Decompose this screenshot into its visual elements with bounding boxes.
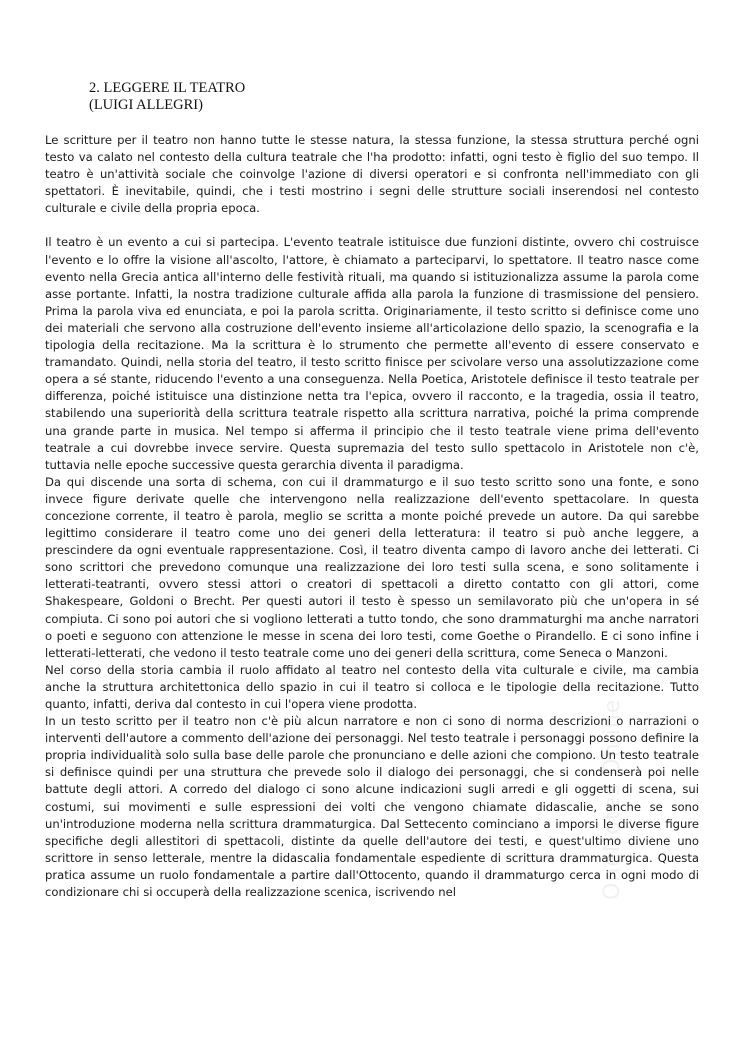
- paragraph: Il teatro è un evento a cui si partecipa. L'evento teatrale istituisce due funzioni distinte, ovvero chi costruisce l'evento e lo offre la visione all'ascolto, l'attore, è chiamato a parteciparvi, lo spettatore. Il teatro nasce come evento nella Grecia antica all'interno delle festività rituali, ma quando si istituzionalizza assume la parola come asse portante. Infatti, la nostra tradizione culturale affida alla parola la funzione di trasmissione del pensiero. Prima la parola viva ed enunciata, e poi la parola scritta. Originariamente, il testo scritto si definisce come uno dei materiali che servono alla costruzione dell'evento insieme all'articolazione dello spazio, la scenografia e la tipologia della recitazione. Ma la scrittura è lo strumento che permette all'evento di essere conservato e tramandato. Quindi, nella storia del teatro, il testo scritto finisce per scivolare verso una assolutizzazione come opera a sé stante, riducendo l'evento a una conseguenza. Nella Poetica, Aristotele definisce il testo teatrale per differenza, poiché istituisce una distinzione netta tra l'epica, ovvero il racconto, e la tragedia, ossia il teatro, stabilendo una superiorità della scrittura teatrale rispetto alla scrittura narrativa, poiché la prima comprende una grande parte in musica. Nel tempo si afferma il principio che il testo teatrale viene prima dell'evento teatrale a cui dovrebbe invece servire. Questa supremazia del testo sullo spettacolo in Aristotele non c'è, tuttavia nelle epoche successive questa gerarchia diventa il paradigma.: [45, 235, 699, 472]
- section-title: 2. LEGGERE IL TEATRO: [89, 80, 246, 96]
- section-author: (LUIGI ALLEGRI): [89, 97, 203, 113]
- watermark: OneNotes Online: [600, 698, 625, 900]
- paragraph: Nel corso della storia cambia il ruolo affidato al teatro nel contesto della vita culturale e civile, ma cambia anche la struttura architettonica dello spazio in cui il teatro si colloca e le tipologie della recitazione. Tutto quanto, infatti, deriva dal contesto in cui l'opera viene prodotta.: [45, 662, 699, 711]
- section-heading: [89, 80, 245, 114]
- paragraph: In un testo scritto per il teatro non c'è più alcun narratore e non ci sono di norma descrizioni o narrazioni o interventi dell'autore a commento dell'azione dei personaggi. Nel testo teatrale i personaggi possono definire la propria individualità solo sulla base delle parole che pronunciano e delle azioni che compiono. Un testo teatrale si definisce quindi per una struttura che prevede solo il dialogo dei personaggi, che si condenserà poi nelle battute degli attori. A corredo del dialogo ci sono alcune indicazioni sugli arredi e gli oggetti di scena, sui costumi, sui movimenti e sulle espressioni dei volti che vengono chiamate didascalie, anche se sono un'introduzione moderna nella scrittura drammaturgica. Dal Settecento cominciano a imporsi le diverse figure specifiche degli allestitori di spettacoli, distinte da quelle dell'autore dei testi, e quest'ultimo diviene uno scrittore in senso letterale, mentre la didascalia fondamentale espediente di scrittura drammaturgica. Questa pratica assume un ruolo fondamentale a partire dall'Ottocento, quando il drammaturgo cerca in ogni modo di condizionare chi si occuperà della realizzazione scenica, iscrivendo nel: [45, 714, 699, 900]
- paragraph: Da qui discende una sorta di schema, con cui il drammaturgo e il suo testo scritto sono una fonte, e sono invece figure derivate quelle che intervengono nella realizzazione dell'evento spettacolare. In questa concezione corrente, il teatro è parola, meglio se scritta a monte poiché prevede un autore. Da qui sarebbe legittimo considerare il teatro come uno dei generi della letteratura: il teatro si può anche leggere, a prescindere da ogni eventuale rappresentazione. Così, il teatro diventa campo di lavoro anche dei letterati. Ci sono scrittori che prevedono comunque una realizzazione dei loro testi sulla scena, e sono solitamente i letterati-teatranti, ovvero stessi attori o creatori di spettacoli a diretto contatto con gli attori, come Shakespeare, Goldoni o Brecht. Per questi autori il testo è spesso un semilavorato più che un'opera in sé compiuta. Ci sono poi autori che si vogliono letterati a tutto tondo, che sono drammaturghi ma anche narratori o poeti e seguono con attenzione le messe in scena dei loro testi, come Goethe o Pirandello. E ci sono infine i letterati-letterati, che vedono il testo teatrale come uno dei generi della scrittura, come Seneca o Manzoni.: [45, 474, 699, 660]
- paragraph: Le scritture per il teatro non hanno tutte le stesse natura, la stessa funzione, la stessa struttura perché ogni testo va calato nel contesto della cultura teatrale che l'ha prodotto: infatti, ogni testo è figlio del suo tempo. Il teatro è un'attività sociale che coinvolge l'azione di diversi operatori e si confronta nell'immediato con gli spettatori. È inevitabile, quindi, che i testi mostrino i segni delle strutture sociali inserendosi nel contesto culturale e civile della propria epoca.: [45, 133, 699, 216]
